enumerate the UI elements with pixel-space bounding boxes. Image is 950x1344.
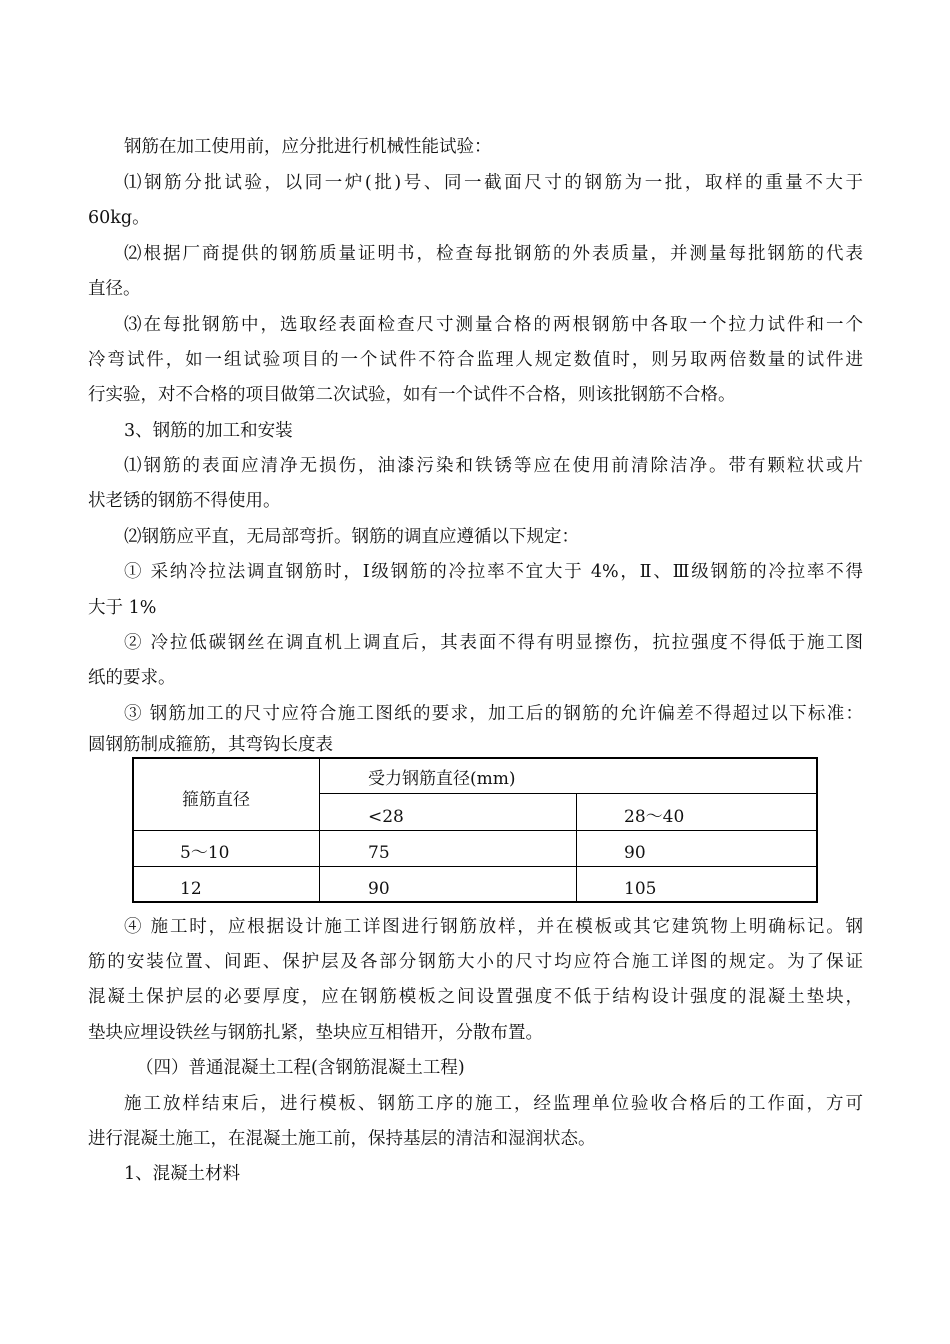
- text-line: ⑴钢筋的表面应清净无损伤，油漆污染和铁锈等应在使用前清除洁净。带有颗粒状或片: [124, 456, 863, 476]
- table-cell: 90: [368, 879, 390, 899]
- stirrup-hook-length-table: [132, 757, 818, 903]
- text-line: 混凝土保护层的必要厚度，应在钢筋模板之间设置强度不低于结构设计强度的混凝土垫块，: [88, 987, 863, 1007]
- text-line: 直径。: [88, 279, 141, 299]
- text-line: 冷弯试件，如一组试验项目的一个试件不符合监理人规定数值时，则另取两倍数量的试件进: [88, 350, 863, 370]
- table-cell: 5～10: [180, 843, 230, 863]
- table-cell: 90: [624, 843, 646, 863]
- table-divider: [134, 866, 816, 867]
- table-divider: [134, 830, 816, 831]
- text-line: 行实验，对不合格的项目做第二次试验，如有一个试件不合格，则该批钢筋不合格。: [88, 385, 736, 405]
- table-header-main-bar-diameter: 受力钢筋直径(mm): [368, 769, 516, 789]
- text-line: 钢筋在加工使用前，应分批进行机械性能试验：: [124, 137, 492, 157]
- table-cell: 105: [624, 879, 657, 899]
- section-heading: （四）普通混凝土工程(含钢筋混凝土工程): [136, 1058, 465, 1078]
- table-cell: 12: [180, 879, 202, 899]
- text-line: 纸的要求。: [88, 668, 176, 688]
- text-line: 垫块应埋设铁丝与钢筋扎紧，垫块应互相错开，分散布置。: [88, 1023, 543, 1043]
- text-line: ④ 施工时，应根据设计施工详图进行钢筋放样，并在模板或其它建筑物上明确标记。钢: [124, 917, 863, 937]
- section-heading: 1、混凝土材料: [124, 1164, 241, 1184]
- text-line: ① 采纳冷拉法调直钢筋时，Ⅰ级钢筋的冷拉率不宜大于 4%，Ⅱ、Ⅲ级钢筋的冷拉率不得: [124, 562, 863, 582]
- section-heading: 3、钢筋的加工和安装: [124, 421, 293, 441]
- text-line: ③ 钢筋加工的尺寸应符合施工图纸的要求，加工后的钢筋的允许偏差不得超过以下标准：: [124, 704, 863, 724]
- table-caption: 圆钢筋制成箍筋，其弯钩长度表: [88, 735, 333, 755]
- text-line: ② 冷拉低碳钢丝在调直机上调直后，其表面不得有明显擦伤，抗拉强度不得低于施工图: [124, 633, 863, 653]
- table-divider: [576, 793, 577, 901]
- table-header-stirrup-diameter: 箍筋直径: [182, 790, 250, 810]
- text-line: ⑵根据厂商提供的钢筋质量证明书，检查每批钢筋的外表质量，并测量每批钢筋的代表: [124, 244, 863, 264]
- table-divider: [319, 793, 816, 794]
- text-line: ⑴钢筋分批试验，以同一炉(批)号、同一截面尺寸的钢筋为一批，取样的重量不大于: [124, 173, 863, 193]
- text-line: 筋的安装位置、间距、保护层及各部分钢筋大小的尺寸均应符合施工详图的规定。为了保证: [88, 952, 863, 972]
- table-header-28-40: 28～40: [624, 807, 685, 827]
- table-header-lt28: <28: [368, 807, 404, 827]
- text-line: ⑶在每批钢筋中，选取经表面检查尺寸测量合格的两根钢筋中各取一个拉力试件和一个: [124, 315, 863, 335]
- text-line: 施工放样结束后，进行模板、钢筋工序的施工，经监理单位验收合格后的工作面，方可: [124, 1094, 863, 1114]
- text-line: 大于 1%: [88, 598, 157, 618]
- text-line: ⑵钢筋应平直，无局部弯折。钢筋的调直应遵循以下规定：: [124, 527, 579, 547]
- text-line: 60kg。: [88, 208, 150, 228]
- text-line: 进行混凝土施工，在混凝土施工前，保持基层的清洁和湿润状态。: [88, 1129, 596, 1149]
- table-cell: 75: [368, 843, 390, 863]
- text-line: 状老锈的钢筋不得使用。: [88, 491, 281, 511]
